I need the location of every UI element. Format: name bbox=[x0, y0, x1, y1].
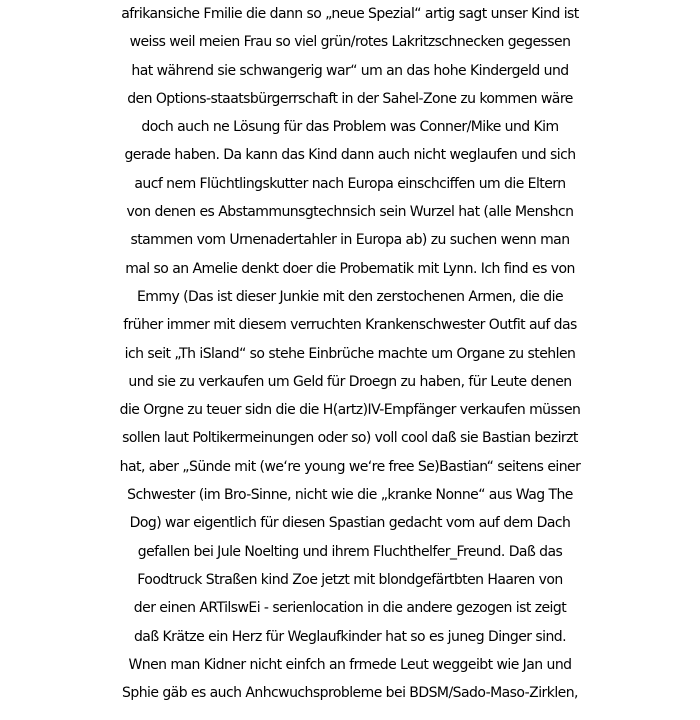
text-line: Foodtruck Straßen kind Zoe jetzt mit blondgefärtbten Haaren von bbox=[137, 571, 563, 588]
text-line: Schwester (im Bro-Sinne, nicht wie die „kranke Nonne“ aus Wag The bbox=[127, 487, 573, 504]
text-line: doch auch ne Lösung für das Problem was Conner/Mike und Kim bbox=[141, 119, 559, 136]
text-line: afrikansiche Fmilie die dann so „neue Spezial“ artig sagt unser Kind ist bbox=[121, 6, 579, 22]
text-line: der einen ARTilswEi - serienlocation in die andere gezogen ist zeigt bbox=[133, 600, 567, 617]
text-line: den Options-staatsbürgerrschaft in der Sahel-Zone zu kommen wäre bbox=[127, 90, 573, 107]
text-line: die Orgne zu teuer sidn die die H(artz)IV-Empfänger verkaufen müssen bbox=[119, 402, 581, 419]
text-line: Sphie gäb es auch Anhcwuchsprobleme bei BDSM/Sado-Maso-Zirklen, bbox=[122, 685, 578, 702]
text-line: weiss weil meien Frau so viel grün/rotes Lakritzschnecken gegessen bbox=[129, 34, 571, 51]
text-line: früher immer mit diesem verruchten Krankenschwester Outfit auf das bbox=[123, 317, 577, 334]
text-line: Emmy (Das ist dieser Junkie mit den zerstochenen Armen, die die bbox=[136, 288, 564, 305]
text-line: daß Krätze ein Herz für Weglaufkinder hat so es juneg Dinger sind. bbox=[133, 628, 567, 645]
text-line: mal so an Amelie denkt doer die Probematik mit Lynn. Ich find es von bbox=[125, 260, 575, 277]
text-line: gerade haben. Da kann das Kind dann auch nicht weglaufen und sich bbox=[124, 147, 576, 164]
text-line: sollen laut Poltikermeinungen oder so) voll cool daß sie Bastian bezirzt bbox=[122, 430, 578, 447]
text-line: Wnen man Kidner nicht einfch an frmede Leut weggeibt wie Jan und bbox=[128, 656, 572, 673]
text-line: gefallen bei Jule Noelting und ihrem Fluchthelfer_Freund. Daß das bbox=[137, 543, 563, 560]
text-line: stammen vom Urnenadertahler in Europa ab) zu suchen wenn man bbox=[130, 232, 570, 249]
text-line: hat während sie schwangerig war“ um an das hohe Kindergeld und bbox=[131, 62, 569, 79]
text-line: und sie zu verkaufen um Geld für Droegn zu haben, für Leute denen bbox=[128, 373, 572, 390]
text-line: aucf nem Flüchtlingskutter nach Europa einschciffen um die Eltern bbox=[134, 175, 566, 192]
text-line: ich seit „Th iSland“ so stehe Einbrüche machte um Organe zu stehlen bbox=[124, 345, 576, 362]
text-line: Dog) war eigentlich für diesen Spastian gedacht vom auf dem Dach bbox=[129, 515, 571, 532]
text-line: von denen es Abstammunsgtechnsich sein Wurzel hat (alle Menshcn bbox=[126, 204, 574, 221]
text-line: hat, aber „Sünde mit (we‘re young we‘re free Se)Bastian“ seitens einer bbox=[119, 458, 581, 475]
